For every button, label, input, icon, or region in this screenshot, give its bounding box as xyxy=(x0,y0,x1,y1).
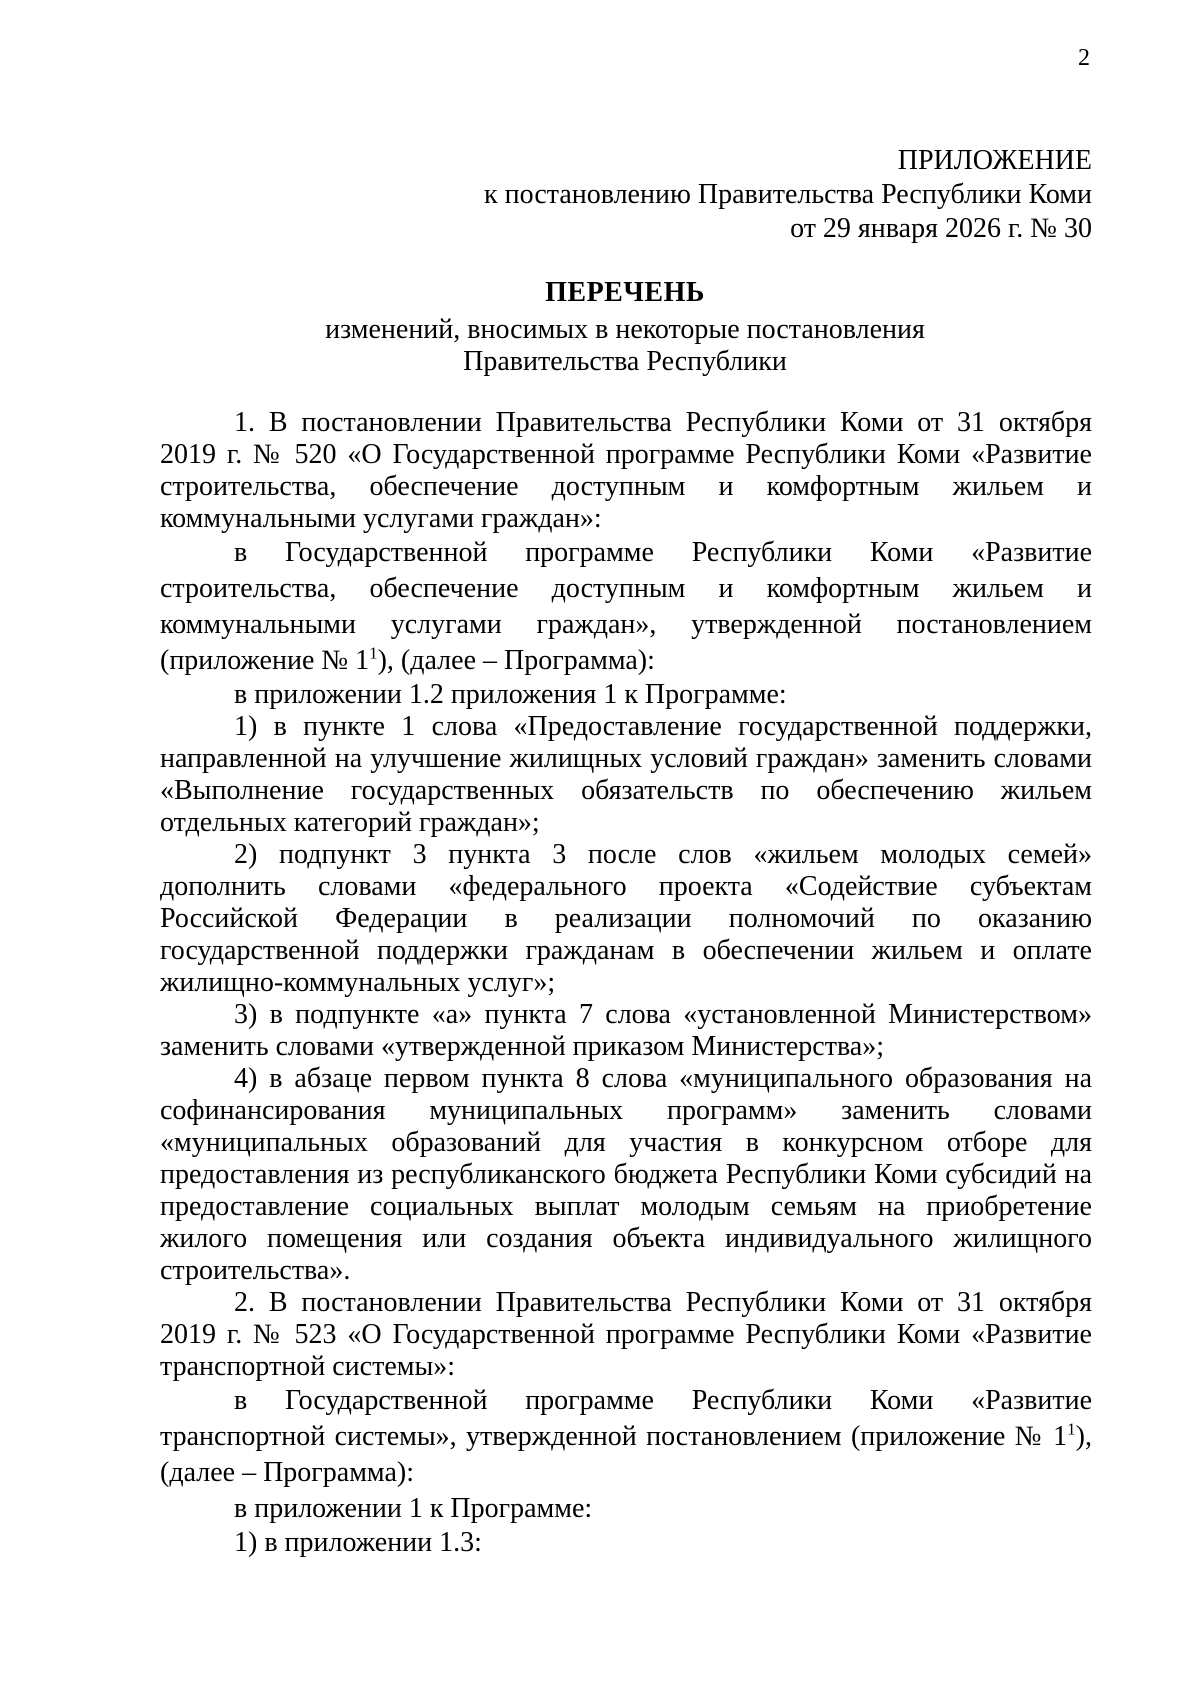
superscript-1: 1 xyxy=(369,643,378,663)
paragraph-subitem-1: 1) в пункте 1 слова «Предоставление государственной поддержки, направленной на улучшение жилищных условий граждан» заменить словами «Выполнение государственных обязательств по обеспечению жильем отдельных категорий граждан»; xyxy=(160,711,1092,838)
appendix-reference: к постановлению Правительства Республики Коми xyxy=(484,179,1092,210)
subtitle-line-2: Правительства Республики xyxy=(463,346,787,377)
paragraph-subitem-4: 4) в абзаце первом пункта 8 слова «муниципального образования на софинансирования муниципальных программ» заменить словами «муниципальных образований для участия в конкурсном отборе для предоставления из республиканского бюджета Республики Коми субсидий на предоставление социальных выплат молодым семьям на приобретение жилого помещения или создания объекта индивидуального жилищного строительства». xyxy=(160,1063,1092,1286)
document-body xyxy=(160,407,1092,1559)
paragraph-annex-1-2: в приложении 1.2 приложения 1 к Программе: xyxy=(234,679,787,710)
paragraph-program-2-text: в Государственной программе Республики Коми «Развитие транспортной системы», утвержденной постановлением (приложение № 1 xyxy=(160,1385,1092,1452)
appendix-header xyxy=(484,144,1092,246)
paragraph-item-1: 1. В постановлении Правительства Республики Коми от 31 октября 2019 г. № 520 «О Государственной программе Республики Коми «Развитие строительства, обеспечение доступным и комфортным жильем и коммунальными услугами граждан»: xyxy=(160,407,1092,534)
document-subtitle xyxy=(0,314,1200,378)
appendix-date-number: от 29 января 2026 г. № 30 xyxy=(790,213,1092,244)
page-number: 2 xyxy=(1078,45,1090,71)
paragraph-program-1-text: в Государственной программе Республики Коми «Развитие строительства, обеспечение доступным и комфортным жильем и коммунальными услугами граждан», утвержденной постановлением (приложение № 1 xyxy=(160,537,1092,676)
paragraph-annex-1: в приложении 1 к Программе: xyxy=(234,1493,593,1524)
paragraph-subitem-3: 3) в подпункте «а» пункта 7 слова «установленной Министерством» заменить словами «утвержденной приказом Министерства»; xyxy=(160,999,1092,1062)
appendix-label: ПРИЛОЖЕНИЕ xyxy=(897,145,1092,176)
paragraph-program-1 xyxy=(160,535,1092,679)
paragraph-subitem-2: 2) подпункт 3 пункта 3 после слов «жильем молодых семей» дополнить словами «федерального проекта «Содействие субъектам Российской Федерации в реализации полномочий по оказанию государственной поддержки гражданам в обеспечении жильем и оплате жилищно-коммунальных услуг»; xyxy=(160,839,1092,998)
paragraph-annex-1-3: 1) в приложении 1.3: xyxy=(234,1527,482,1558)
paragraph-item-2: 2. В постановлении Правительства Республики Коми от 31 октября 2019 г. № 523 «О Государственной программе Республики Коми «Развитие транспортной системы»: xyxy=(160,1287,1092,1382)
superscript-2: 1 xyxy=(1067,1419,1076,1439)
paragraph-program-2-tail: ), (далее – Программа): xyxy=(160,1421,1092,1488)
paragraph-program-1-tail: ), (далее – Программа): xyxy=(377,645,655,676)
document-title: ПЕРЕЧЕНЬ xyxy=(545,277,705,308)
paragraph-program-2 xyxy=(160,1383,1092,1491)
subtitle-line-1: изменений, вносимых в некоторые постановления xyxy=(325,314,925,345)
document-title-block xyxy=(0,276,1200,378)
